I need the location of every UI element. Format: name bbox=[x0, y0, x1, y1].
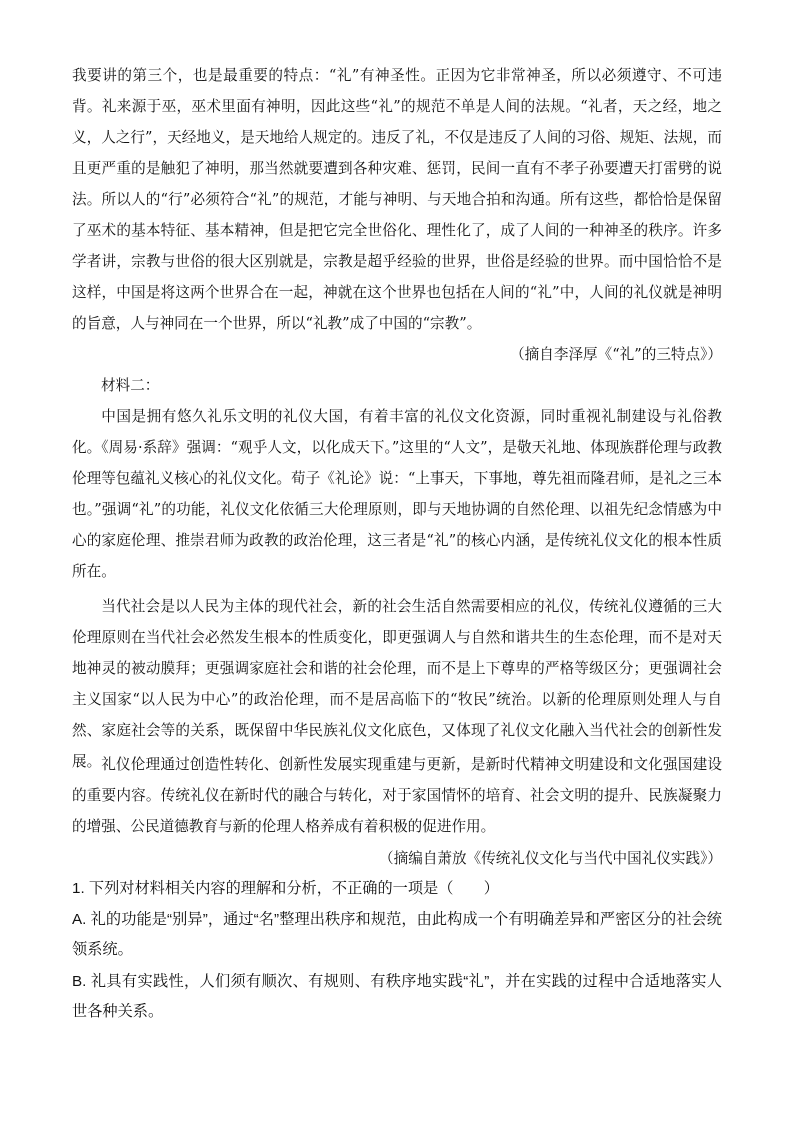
option-b: B. 礼具有实践性，人们须有顺次、有规则、有秩序地实践“礼”，并在实践的过程中合适地落实人世各种关系。 bbox=[72, 973, 722, 1020]
source-citation-1: （摘自李泽厚《“礼”的三特点》） bbox=[510, 346, 722, 363]
paragraph-3: 当代社会是以人民为主体的现代社会，新的社会生活自然需要相应的礼仪，传统礼仪遵循的三大伦理原则在当代社会必然发生根本的性质变化，即更强调人与自然和谐共生的生态伦理，而不是对天地神灵的被动膜拜；更强调家庭社会和谐的社会伦理，而不是上下尊卑的严格等级区分；更强调社会主义国家“以人民为中心”的政治伦理，而不是居高临下的“牧民”统治。以新的伦理原则处理人与自然、家庭社会等的关系，既保留中华民族礼仪文化底色，又体现了礼仪文化融入当代社会的创新性发展。 bbox=[72, 598, 722, 770]
source-citation-2: （摘编自萧放《传统礼仪文化与当代中国礼仪实践》） bbox=[379, 850, 722, 867]
question-stem: 1. 下列对材料相关内容的理解和分析，不正确的一项是（ ） bbox=[72, 880, 499, 897]
material-2-label: 材料二： bbox=[101, 377, 160, 394]
paragraph-1: 我要讲的第三个，也是最重要的特点：“礼”有神圣性。正因为它非常神圣，所以必须遵守、不可违背。礼来源于巫，巫术里面有神明，因此这些“礼”的规范不单是人间的法规。“礼者，天之经，地之义，人之行”，天经地义，是天地给人规定的。违反了礼，不仅是违反了人间的习俗、规矩、法规，而且更严重的是触犯了神明，那当然就要遭到各种灾难、惩罚，民间一直有不孝子孙要遭天打雷劈的说法。所以人的“行”必须符合“礼”的规范，才能与神明、与天地合拍和沟通。所有这些，都恰恰是保留了巫术的基本特征、基本精神，但是把它完全世俗化、理性化了，成了人间的一种神圣的秩序。许多学者讲，宗教与世俗的很大区别就是，宗教是超乎经验的世界，世俗是经验的世界。而中国恰恰不是这样，中国是将这两个世界合在一起，神就在这个世界也包括在人间的“礼”中，人间的礼仪就是神明的旨意，人与神同在一个世界，所以“礼教”成了中国的“宗教”。 bbox=[72, 67, 722, 332]
option-a: A. 礼的功能是“别异”，通过“名”整理出秩序和规范，由此构成一个有明确差异和严密区分的社会统领系统。 bbox=[72, 911, 722, 958]
paragraph-2: 中国是拥有悠久礼乐文明的礼仪大国，有着丰富的礼仪文化资源，同时重视礼制建设与礼俗教化。《周易·系辞》强调：“观乎人文，以化成天下。”这里的“人文”，是敬天礼地、体现族群伦理与政教伦理等包蕴礼义核心的礼仪文化。荀子《礼论》说：“上事天，下事地，尊先祖而隆君师，是礼之三本也。”强调“礼”的功能，礼仪文化依循三大伦理原则，即与天地协调的自然伦理、以祖先纪念情感为中心的家庭伦理、推崇君师为政教的政治伦理，这三者是“礼”的核心内涵，是传统礼仪文化的根本性质所在。 bbox=[72, 408, 722, 580]
paragraph-4: 礼仪伦理通过创造性转化、创新性发展实现重建与更新，是新时代精神文明建设和文化强国建设的重要内容。传统礼仪在新时代的融合与转化，对于家国情怀的培育、社会文明的提升、民族凝聚力的增强、公民道德教育与新的伦理人格养成有着积极的促进作用。 bbox=[72, 756, 722, 835]
